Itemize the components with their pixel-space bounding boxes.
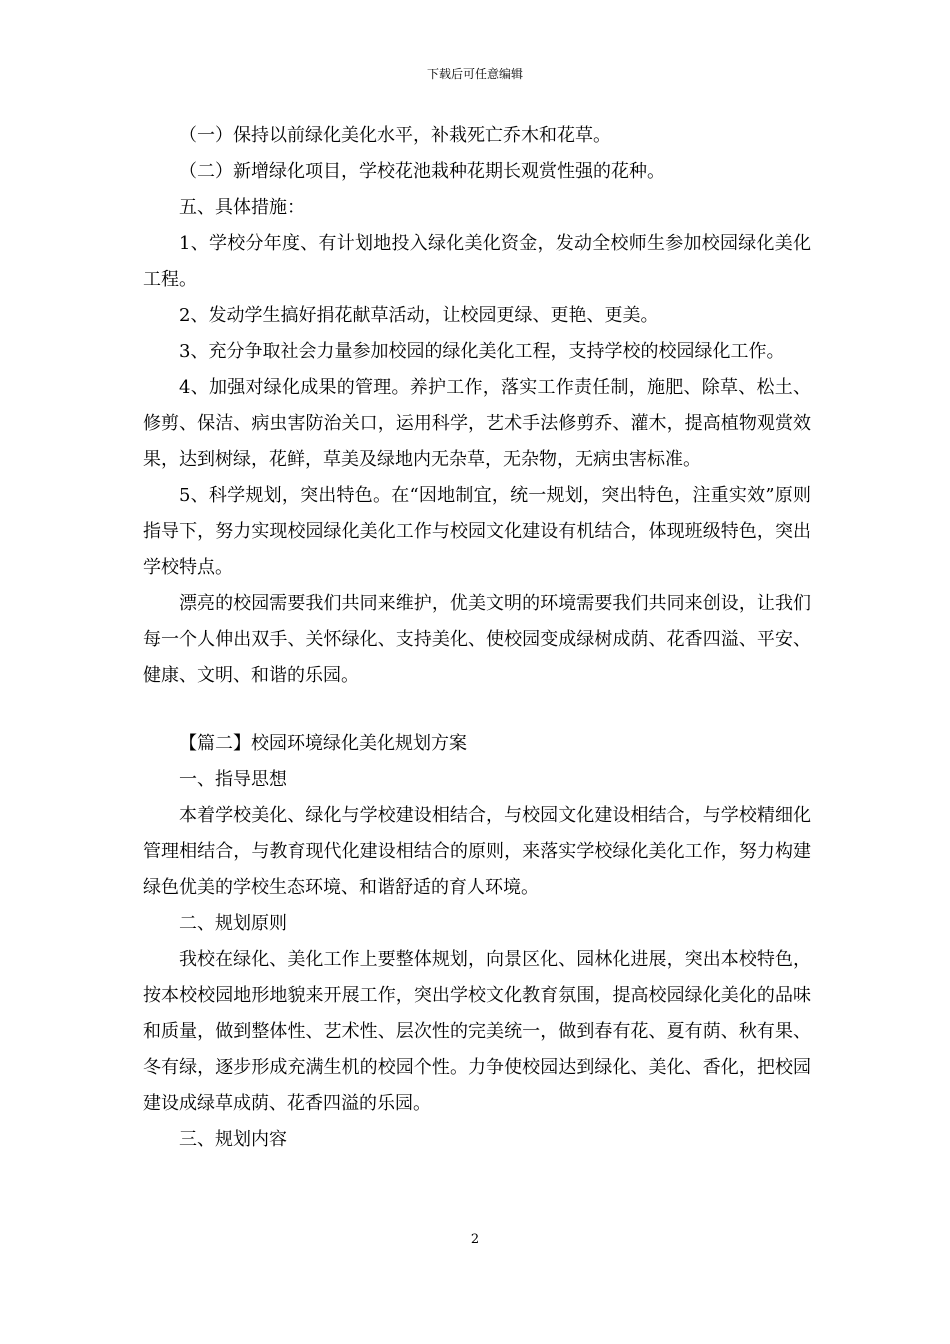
paragraph-new-greening-projects: （二）新增绿化项目，学校花池栽种花期长观赏性强的花种。 (179, 161, 665, 182)
paragraph-guiding-ideology: 本着学校美化、绿化与学校建设相结合，与校园文化建设相结合，与学校精细化管理相结合，与教育现代化建设相结合的原则，来落实学校绿化美化工作，努力构建绿色优美的学校生态环境、和谐舒适的育人环境。 (143, 805, 811, 898)
paragraph-measure-1: 1、学校分年度、有计划地投入绿化美化资金，发动全校师生参加校园绿化美化工程。 (143, 233, 811, 290)
paragraph-maintain-greening: （一）保持以前绿化美化水平，补栽死亡乔木和花草。 (179, 125, 611, 146)
paragraph-measure-5: 5、科学规划，突出特色。在“因地制宜，统一规划，突出特色，注重实效”原则指导下，努力实现校园绿化美化工作与校园文化建设有机结合，体现班级特色，突出学校特点。 (143, 485, 811, 578)
paragraph-measure-4: 4、加强对绿化成果的管理。养护工作，落实工作责任制，施肥、除草、松土、修剪、保洁、病虫害防治关口，运用科学，艺术手法修剪乔、灌木，提高植物观赏效果，达到树绿，花鲜，草美及绿地内无杂草，无杂物，无病虫害标准。 (143, 377, 811, 470)
page-number: 2 (470, 1232, 480, 1247)
section-heading-planning-principles: 二、规划原则 (179, 913, 287, 934)
page-header: 下载后可任意编辑 (426, 67, 523, 81)
section-heading-measures: 五、具体措施： (179, 197, 305, 218)
document-body (143, 118, 811, 1158)
paragraph-closing: 漂亮的校园需要我们共同来维护，优美文明的环境需要我们共同来创设，让我们每一个人伸出双手、关怀绿化、支持美化、使校园变成绿树成荫、花香四溢、平安、健康、文明、和谐的乐园。 (143, 593, 811, 686)
paragraph-planning-principles: 我校在绿化、美化工作上要整体规划，向景区化、园林化进展，突出本校特色，按本校校园地形地貌来开展工作，突出学校文化教育氛围，提高校园绿化美化的品味和质量，做到整体性、艺术性、层次性的完美统一，做到春有花、夏有荫、秋有果、冬有绿，逐步形成充满生机的校园个性。力争使校园达到绿化、美化、香化，把校园建设成绿草成荫、花香四溢的乐园。 (143, 949, 811, 1114)
section-heading-guiding-ideology: 一、指导思想 (179, 769, 287, 790)
paragraph-measure-2: 2、发动学生搞好捐花献草活动，让校园更绿、更艳、更美。 (179, 305, 659, 326)
paragraph-measure-3: 3、充分争取社会力量参加校园的绿化美化工程，支持学校的校园绿化工作。 (179, 341, 785, 362)
article-two-title: 【篇二】校园环境绿化美化规划方案 (179, 733, 467, 754)
section-heading-planning-content: 三、规划内容 (179, 1129, 287, 1150)
